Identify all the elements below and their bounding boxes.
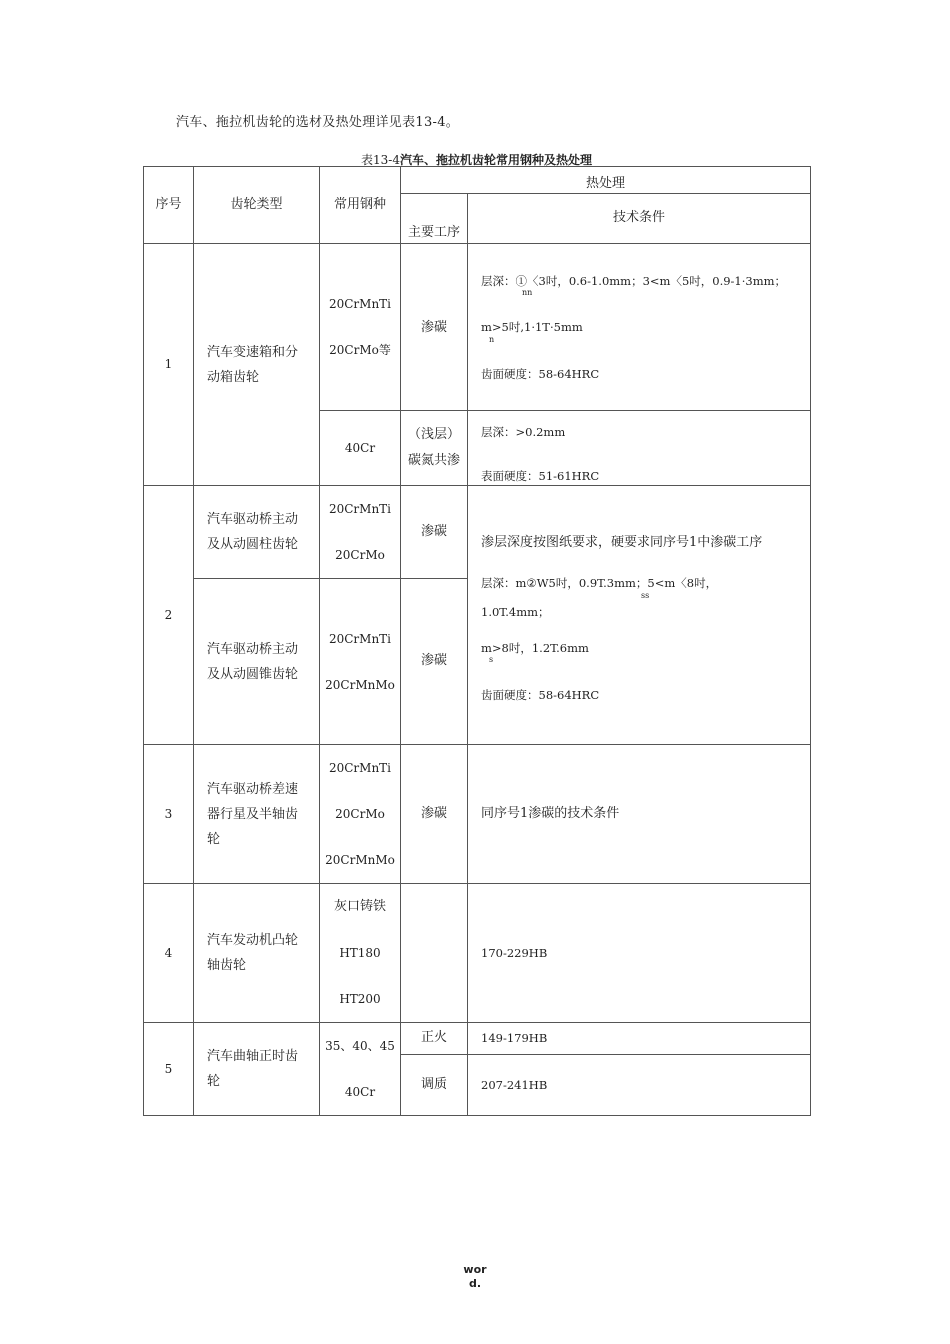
row1-steel-a [320, 244, 401, 411]
steel-name: 20CrMo [335, 548, 385, 562]
row3-gear-type: 汽车驱动桥差速器行星及半轴齿轮 [194, 745, 320, 884]
steel-name: 20CrMo [335, 807, 385, 821]
condition-line: 1.0T.4mm； [481, 604, 550, 619]
row2-seq: 2 [144, 486, 194, 745]
header-seq: 序号 [144, 167, 194, 244]
row2-steel-b [320, 579, 401, 745]
condition-line: 齿面硬度：58-64HRC [481, 688, 600, 703]
row5-steel [320, 1023, 401, 1116]
row4-conditions: 170-229HB [468, 884, 811, 1023]
header-row-1 [144, 167, 811, 194]
row5-seq: 5 [144, 1023, 194, 1116]
row1-steel-b: 40Cr [320, 411, 401, 486]
condition-line: 齿面硬度：58-64HRC [481, 366, 600, 381]
row5-process-b: 调质 [401, 1054, 468, 1115]
footer-line: wor [463, 1263, 487, 1276]
row3-process: 渗碳 [401, 745, 468, 884]
row4-gear-type: 汽车发动机凸轮轴齿轮 [194, 884, 320, 1023]
subscript-text: s [489, 655, 494, 665]
row2-process-a: 渗碳 [401, 486, 468, 579]
condition-line: m>5吋,1·1T·5mm [481, 320, 583, 335]
row2-process-b: 渗碳 [401, 579, 468, 745]
condition-line: m>8吋，1.2T.6mm [481, 641, 589, 655]
table-row [144, 884, 811, 1023]
row4-steel [320, 884, 401, 1023]
steel-name: 20CrMnTi [328, 761, 392, 775]
table-row [144, 745, 811, 884]
row5-gear-type: 汽车曲轴正时齿轮 [194, 1023, 320, 1116]
condition-line: 表面硬度：51-61HRC [481, 469, 600, 484]
header-heat-treatment: 热处理 [401, 167, 811, 194]
row3-steel [320, 745, 401, 884]
table-title: 汽车、拖拉机齿轮常用钢种及热处理 [399, 153, 592, 167]
steel-name: 20CrMnMo [325, 677, 395, 692]
table-row [144, 1023, 811, 1055]
row5-process-a: 正火 [401, 1023, 468, 1055]
row1-seq: 1 [144, 244, 194, 486]
condition-line: 渗层深度按图纸要求，硬要求同序号1中渗碳工序 [481, 535, 763, 550]
steel-name: HT200 [339, 992, 381, 1006]
process-line: （浅层） [407, 427, 460, 442]
page-footer [0, 1263, 950, 1291]
row4-process [401, 884, 468, 1023]
header-steel: 常用钢种 [320, 167, 401, 244]
row3-seq: 3 [144, 745, 194, 884]
subscript-text: n [489, 334, 495, 344]
subscript-text: nn [522, 288, 533, 298]
row2-gear-type-a: 汽车驱动桥主动及从动圆柱齿轮 [194, 486, 320, 579]
steel-name: 20CrMo等 [329, 343, 391, 357]
header-process: 主要工序 [401, 194, 468, 244]
row2-steel-a [320, 486, 401, 579]
process-line: 碳氮共渗 [407, 453, 460, 468]
condition-line: 层深：m②W5吋，0.9T.3mm；5<m〈8吋， [481, 576, 718, 591]
row4-seq: 4 [144, 884, 194, 1023]
steel-name: 20CrMnMo [325, 853, 395, 867]
header-conditions: 技术条件 [468, 194, 811, 244]
steel-name: 20CrMnTi [328, 631, 392, 646]
steel-name: HT180 [339, 946, 381, 960]
steel-name: 20CrMnTi [328, 297, 392, 311]
condition-line: 层深：①〈3吋，0.6-1.0mm；3<m〈5吋，0.9-1·3mm； [481, 274, 787, 288]
steel-name: 40Cr [344, 1085, 376, 1099]
header-gear-type: 齿轮类型 [194, 167, 320, 244]
subscript-text: ss [641, 590, 650, 600]
steel-name: 灰口铸铁 [333, 899, 386, 914]
row1-conditions-b [468, 411, 811, 486]
row1-process-a: 渗碳 [401, 244, 468, 411]
table-row [144, 486, 811, 579]
gear-steel-table [143, 166, 811, 1116]
steel-name: 20CrMnTi [328, 502, 392, 516]
row2-conditions [468, 486, 811, 745]
row3-conditions: 同序号1渗碳的技术条件 [468, 745, 811, 884]
row1-conditions-a [468, 244, 811, 411]
condition-line: 层深：>0.2mm [481, 425, 566, 439]
row1-process-b [401, 411, 468, 486]
footer-line: d. [468, 1277, 482, 1290]
table-row [144, 244, 811, 411]
row2-gear-type-b: 汽车驱动桥主动及从动圆锥齿轮 [194, 579, 320, 745]
table-number: 表13-4 [361, 153, 400, 167]
row5-conditions-b: 207-241HB [468, 1054, 811, 1115]
intro-paragraph: 汽车、拖拉机齿轮的选材及热处理详见表13-4。 [176, 115, 460, 130]
steel-name: 35、40、45 [325, 1039, 395, 1053]
row5-conditions-a: 149-179HB [468, 1023, 811, 1055]
row1-gear-type: 汽车变速箱和分动箱齿轮 [194, 244, 320, 486]
